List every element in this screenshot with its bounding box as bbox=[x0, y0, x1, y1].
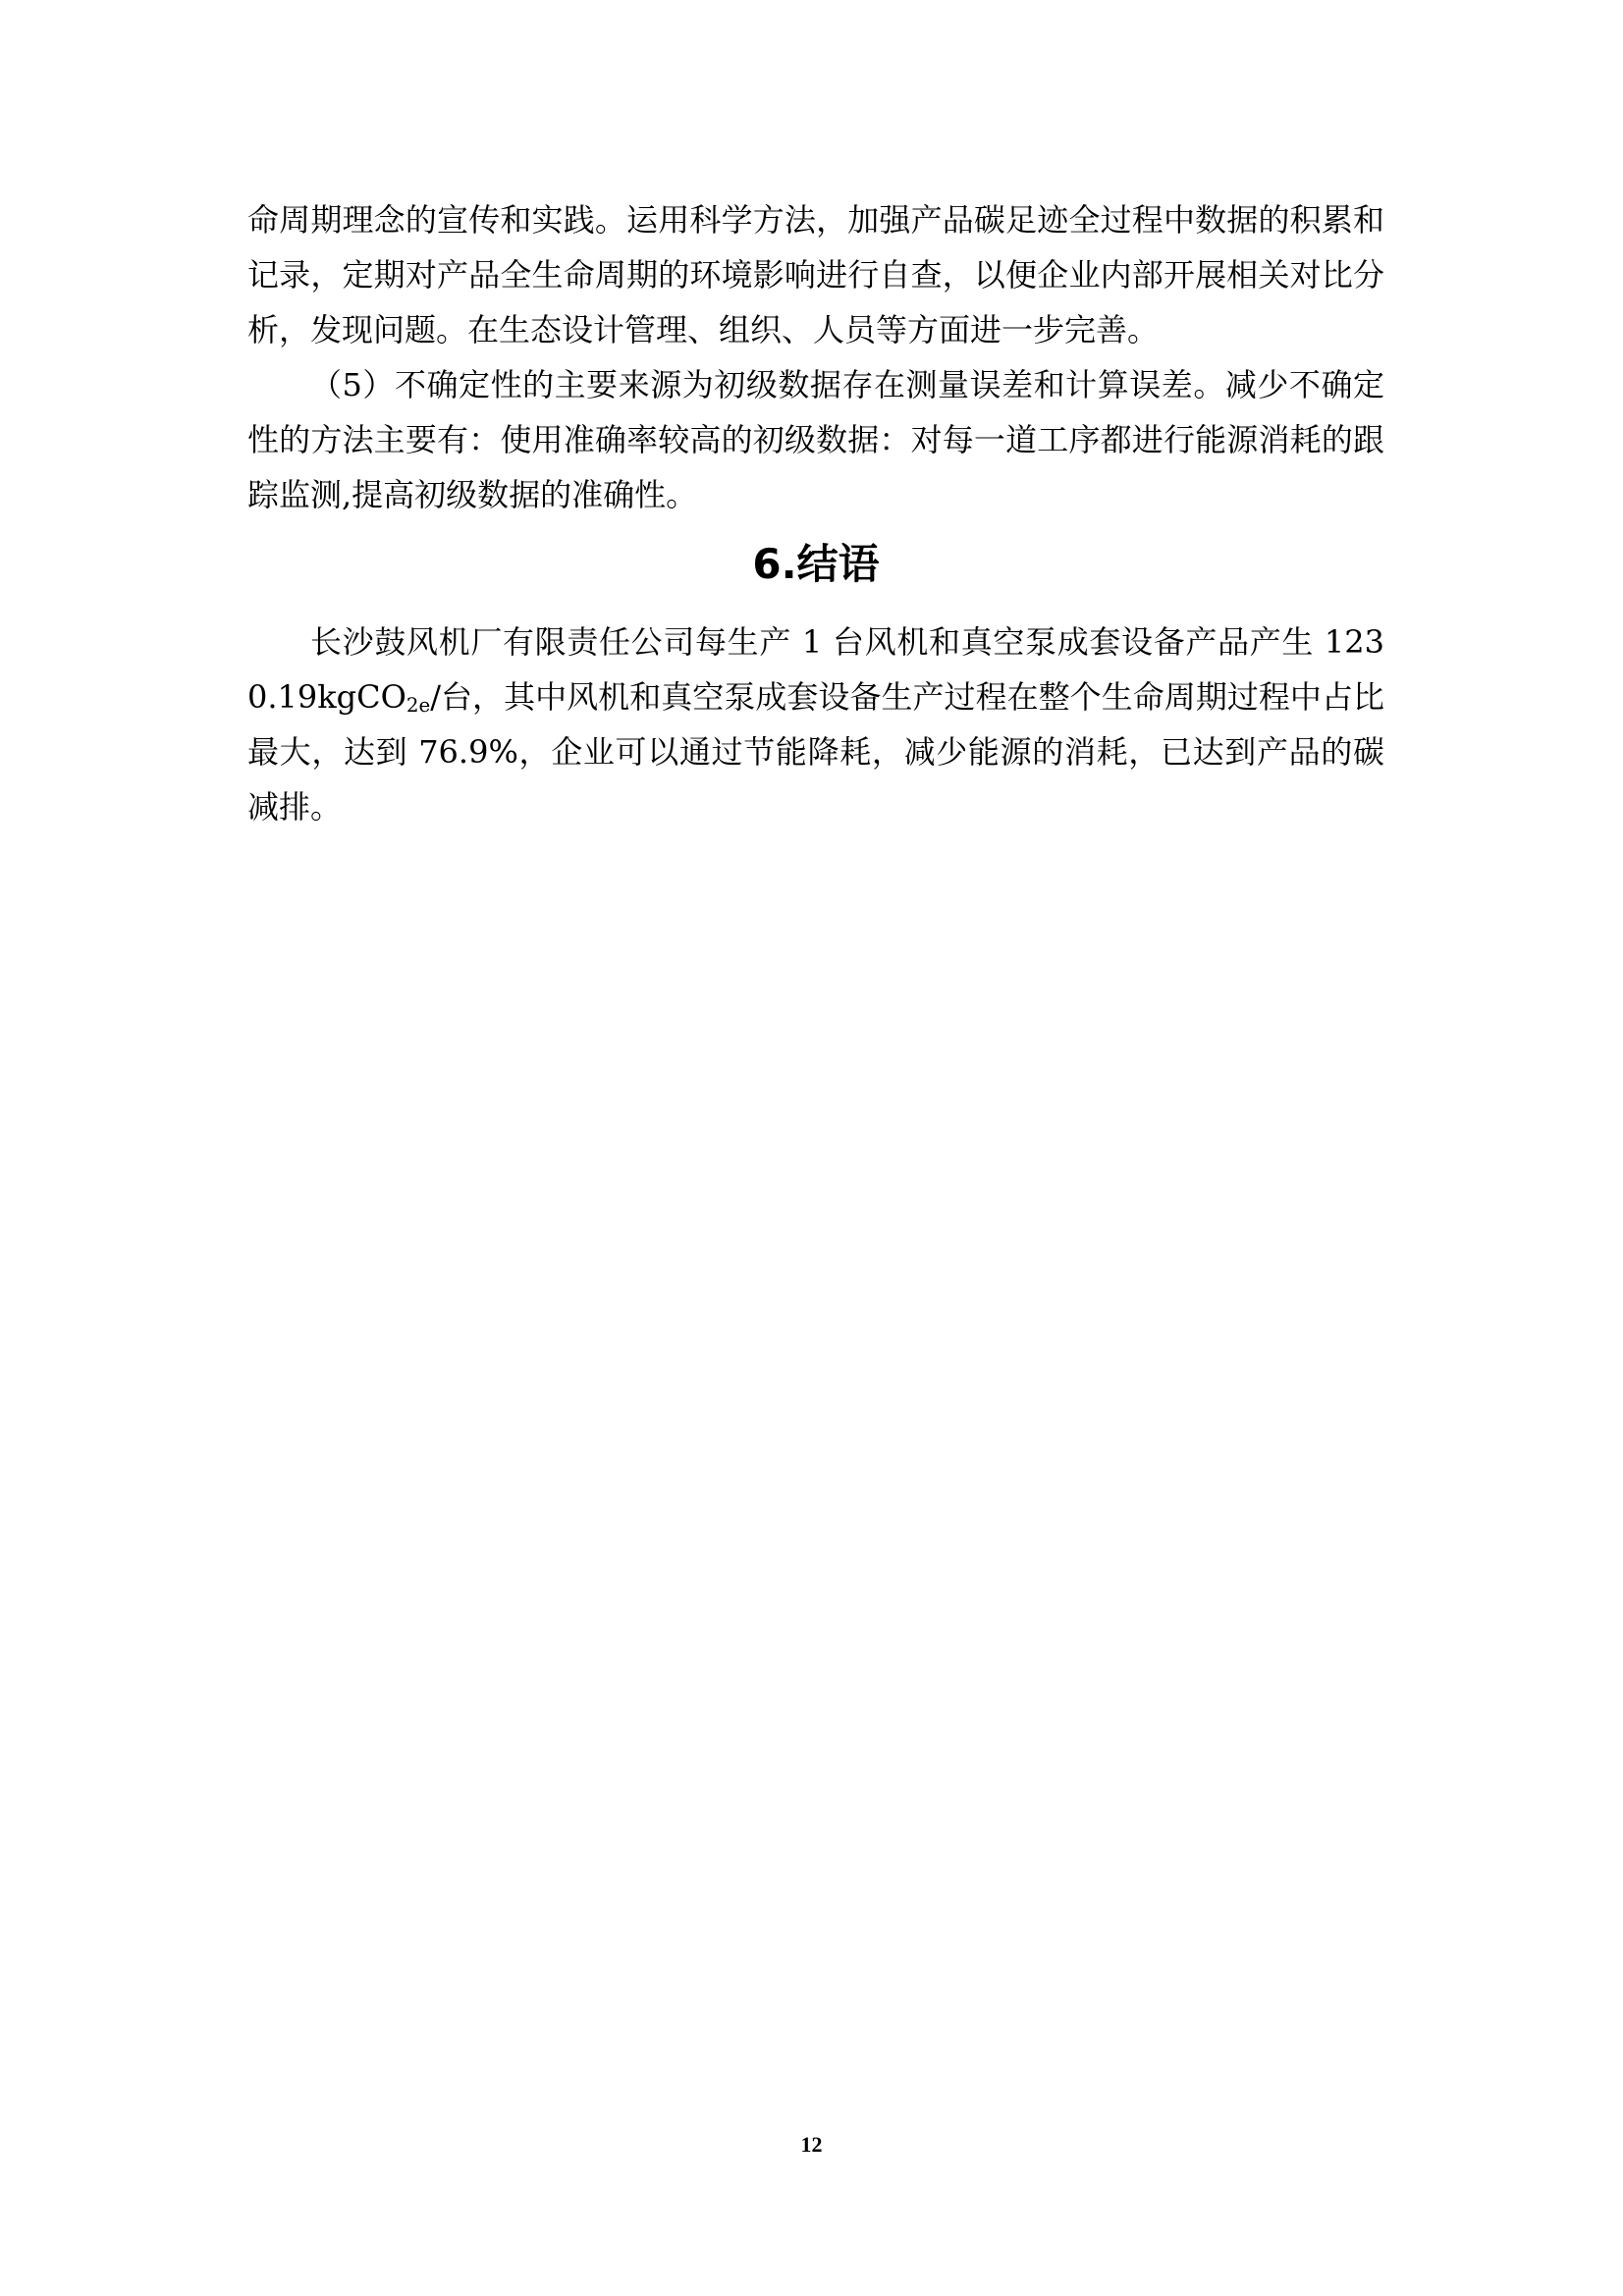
paragraph-conclusion bbox=[247, 614, 1384, 834]
co2-subscript: 2e bbox=[406, 693, 431, 717]
document-body bbox=[247, 192, 1384, 834]
section-heading-conclusion: 6.结语 bbox=[752, 540, 880, 588]
paragraph-continuation: 命周期理念的宣传和实践。运用科学方法，加强产品碳足迹全过程中数据的积累和记录，定期对产品全生命周期的环境影响进行自查，以便企业内部开展相关对比分析，发现问题。在生态设计管理、组织、人员等方面进一步完善。 bbox=[247, 201, 1384, 348]
page-number: 12 bbox=[800, 2132, 823, 2157]
conclusion-text-part2: /台，其中风机和真空泵成套设备生产过程在整个生命周期过程中占比最大，达到 76.9%，企业可以通过节能降耗，减少能源的消耗，已达到产品的碳减排。 bbox=[247, 678, 1384, 826]
conclusion-text-part1: 长沙鼓风机厂有限责任公司每生产 1 台风机和真空泵成套设备产品产生 1230.19kgCO bbox=[247, 623, 1384, 716]
paragraph-uncertainty: （5）不确定性的主要来源为初级数据存在测量误差和计算误差。减少不确定性的方法主要有：使用准确率较高的初级数据：对每一道工序都进行能源消耗的跟踪监测,提高初级数据的准确性。 bbox=[247, 366, 1384, 513]
